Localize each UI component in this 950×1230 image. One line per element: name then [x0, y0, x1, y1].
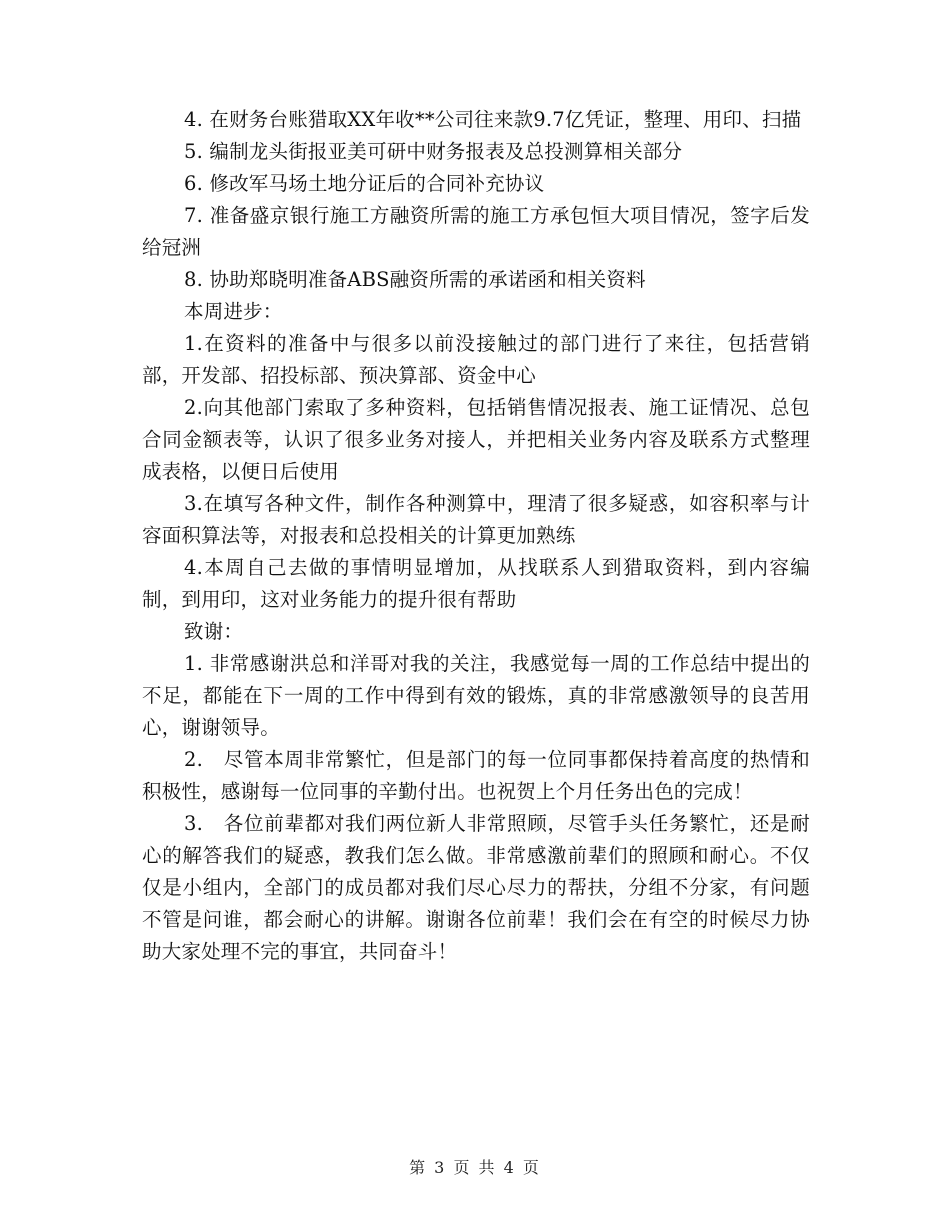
progress-item-2: 2.向其他部门索取了多种资料，包括销售情况报表、施工证情况、总包合同金额表等，认识了很多业务对接人，并把相关业务内容及联系方式整理成表格，以便日后使用: [142, 396, 810, 483]
page-number: 第 3 页 共 4 页: [409, 1158, 541, 1177]
thanks-item-2: 2. 尽管本周非常繁忙，但是部门的每一位同事都保持着高度的热情和积极性，感谢每一位同事的辛勤付出。也祝贺上个月任务出色的完成！: [142, 748, 810, 803]
task-item-5: 5. 编制龙头街报亚美可研中财务报表及总投测算相关部分: [184, 140, 683, 163]
task-item-7: 7. 准备盛京银行施工方融资所需的施工方承包恒大项目情况，签字后发给冠洲: [142, 204, 810, 259]
thanks-item-3: 3. 各位前辈都对我们两位新人非常照顾，尽管手头任务繁忙，还是耐心的解答我们的疑惑，教我们怎么做。非常感激前辈们的照顾和耐心。不仅仅是小组内，全部门的成员都对我们尽心尽力的帮扶，分组不分家，有问题不管是问谁，都会耐心的讲解。谢谢各位前辈！我们会在有空的时候尽力协助大家处理不完的事宜，共同奋斗！: [142, 812, 810, 963]
progress-heading: 本周进步：: [184, 300, 283, 323]
thanks-heading: 致谢：: [184, 620, 244, 643]
thanks-item-1: 1. 非常感谢洪总和洋哥对我的关注，我感觉每一周的工作总结中提出的不足，都能在下一周的工作中得到有效的锻炼，真的非常感激领导的良苦用心，谢谢领导。: [142, 652, 810, 739]
task-item-8: 8. 协助郑晓明准备ABS融资所需的承诺函和相关资料: [184, 268, 646, 291]
task-item-4: 4. 在财务台账猎取XX年收**公司往来款9.7亿凭证，整理、用印、扫描: [184, 108, 802, 131]
progress-item-3: 3.在填写各种文件，制作各种测算中，理清了很多疑惑，如容积率与计容面积算法等，对报表和总投相关的计算更加熟练: [142, 492, 810, 547]
progress-item-1: 1.在资料的准备中与很多以前没接触过的部门进行了来往，包括营销部，开发部、招投标部、预决算部、资金中心: [142, 332, 810, 387]
task-item-6: 6. 修改军马场土地分证后的合同补充协议: [184, 172, 545, 195]
progress-item-4: 4.本周自己去做的事情明显增加，从找联系人到猎取资料，到内容编制，到用印，这对业务能力的提升很有帮助: [142, 556, 810, 611]
document-body: [142, 104, 810, 968]
